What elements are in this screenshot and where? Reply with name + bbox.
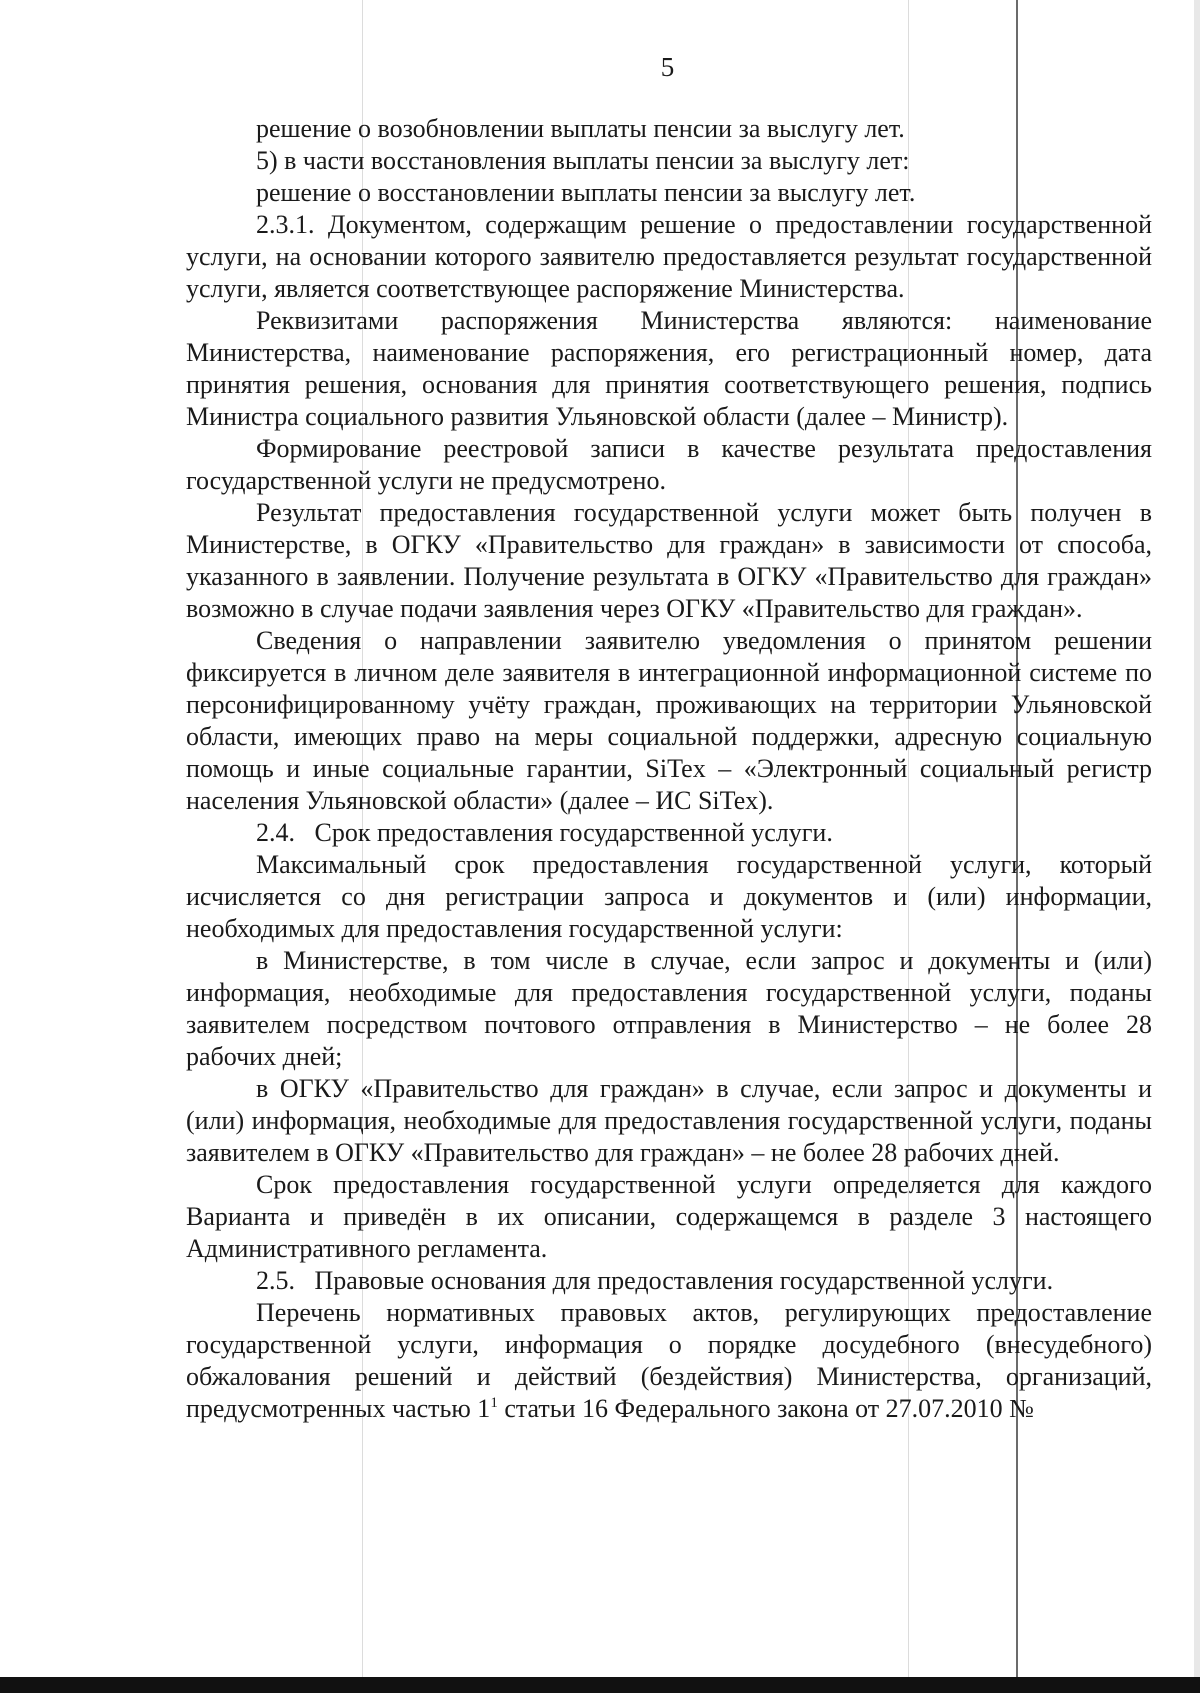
section-heading: 2.5. Правовые основания для предоставления государственной услуги.: [256, 1266, 1054, 1295]
paragraph: Срок предоставления государственной услуги определяется для каждого Варианта и приведён в их описании, содержащемся в разделе 3 настоящего Административного регламента.: [186, 1170, 1152, 1263]
paragraph: в ОГКУ «Правительство для граждан» в случае, если запрос и документы и (или) информация, необходимые для предоставления государственной услуги, поданы заявителем в ОГКУ «Правительство для граждан» – не более 28 рабочих дней.: [186, 1074, 1152, 1167]
section-heading: 2.4. Срок предоставления государственной услуги.: [256, 818, 833, 847]
document-body: [186, 113, 1152, 1425]
paragraph: решение о возобновлении выплаты пенсии за выслугу лет.: [256, 114, 905, 143]
paragraph: Формирование реестровой записи в качестве результата предоставления государственной услуги не предусмотрено.: [186, 434, 1152, 495]
paragraph: решение о восстановлении выплаты пенсии за выслугу лет.: [256, 178, 916, 207]
paragraph: 2.3.1. Документом, содержащим решение о предоставлении государственной услуги, на основании которого заявителю предоставляется результат государственной услуги, является соответствующее распоряжение Министерства.: [186, 210, 1152, 303]
paragraph-text: статьи 16 Федерального закона от 27.07.2010 №: [497, 1394, 1034, 1423]
superscript: 1: [490, 1395, 498, 1411]
scan-right-edge: [1194, 0, 1200, 1693]
scan-bottom-border: [0, 1677, 1200, 1693]
paragraph: Максимальный срок предоставления государственной услуги, который исчисляется со дня регистрации запроса и документов и (или) информации, необходимых для предоставления государственной услуги:: [186, 850, 1152, 943]
paragraph: 5) в части восстановления выплаты пенсии за выслугу лет:: [256, 146, 910, 175]
page-number: 5: [660, 52, 675, 82]
paragraph: Результат предоставления государственной услуги может быть получен в Министерстве, в ОГКУ «Правительство для граждан» в зависимости от способа, указанного в заявлении. Получение результата в ОГКУ «Правительство для граждан» возможно в случае подачи заявления через ОГКУ «Правительство для граждан».: [186, 498, 1152, 623]
paragraph: Реквизитами распоряжения Министерства являются: наименование Министерства, наименование распоряжения, его регистрационный номер, дата принятия решения, основания для принятия соответствующего решения, подпись Министра социального развития Ульяновской области (далее – Министр).: [186, 306, 1152, 431]
paragraph-text: Перечень нормативных правовых актов, регулирующих предоставление государственной услуги, информация о порядке досудебного (внесудебного) обжалования решений и действий (бездействия) Министерства, организаций, предусмотренных частью 1: [186, 1298, 1152, 1423]
paragraph-last: [186, 1297, 1152, 1425]
paragraph: Сведения о направлении заявителю уведомления о принятом решении фиксируется в личном деле заявителя в интеграционной информационной системе по персонифицированному учёту граждан, проживающих на территории Ульяновской области, имеющих право на меры социальной поддержки, адресную социальную помощь и иные социальные гарантии, SiTex – «Электронный социальный регистр населения Ульяновской области» (далее – ИС SiTex).: [186, 626, 1152, 815]
paragraph: в Министерстве, в том числе в случае, если запрос и документы и (или) информация, необходимые для предоставления государственной услуги, поданы заявителем посредством почтового отправления в Министерство – не более 28 рабочих дней;: [186, 946, 1152, 1071]
